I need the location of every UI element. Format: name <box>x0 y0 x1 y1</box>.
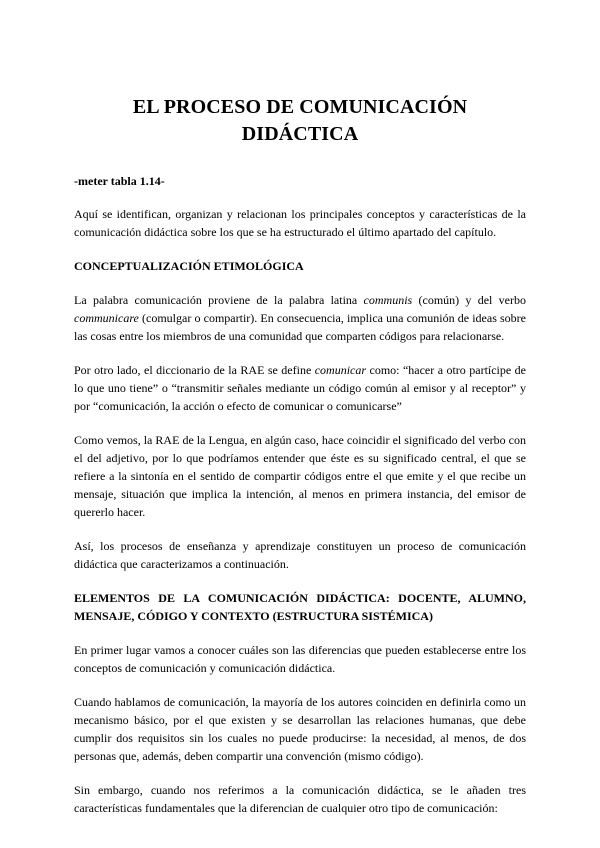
paragraph-teaching-process: Así, los procesos de enseñanza y aprendizaje constituyen un proceso de comunicación didáctica que caracterizamos a continuación. <box>74 539 526 571</box>
paragraph-text: (común) y del verbo <box>412 293 526 307</box>
paragraph-text: como: “hacer a otro partícipe de lo que uno tiene” o “transmitir señales mediante un código común al emisor y al receptor” y por “comunicación, la acción o efecto de comunicar o comunicarse” <box>74 363 526 413</box>
paragraph-text: Por otro lado, el diccionario de la RAE se define <box>74 363 315 377</box>
paragraph-differences: En primer lugar vamos a conocer cuáles son las diferencias que pueden establecerse entre los conceptos de comunicación y comunicación didáctica. <box>74 643 526 675</box>
paragraph-text: La palabra comunicación proviene de la palabra latina <box>74 293 364 307</box>
latin-term-communicare: communicare <box>74 311 139 325</box>
section-heading-elements: ELEMENTOS DE LA COMUNICACIÓN DIDÁCTICA: DOCENTE, ALUMNO, MENSAJE, CÓDIGO Y CONTEXTO (ESTRUCTURA SISTÉMICA) <box>74 591 526 623</box>
latin-term-communis: communis <box>363 293 413 307</box>
paragraph-rae-interpretation: Como vemos, la RAE de la Lengua, en algún caso, hace coincidir el significado del verbo con el del adjetivo, por lo que podríamos entender que éste es su significado central, el que se refiere a la sintonía en el sentido de compartir códigos entre el que emite y el que recibe un mensaje, situación que implica la intención, al menos en primera instancia, del emisor de quererlo hacer. <box>74 433 526 519</box>
paragraph-didactic-characteristics: Sin embargo, cuando nos referimos a la comunicación didáctica, se le añaden tres características fundamentales que la diferencian de cualquier otro tipo de comunicación: <box>74 783 526 815</box>
term-comunicar: comunicar <box>314 363 367 377</box>
paragraph-rae-definition <box>74 361 526 415</box>
paragraph-etymology <box>74 291 526 345</box>
document-title: EL PROCESO DE COMUNICACIÓN DIDÁCTICA <box>132 96 468 145</box>
editor-note: -meter tabla 1.14- <box>74 174 165 188</box>
section-heading-etymology: CONCEPTUALIZACIÓN ETIMOLÓGICA <box>74 259 304 273</box>
document-content <box>74 94 526 833</box>
paragraph-communication-definition: Cuando hablamos de comunicación, la mayoría de los autores coinciden en definirla como un mecanismo básico, por el que existen y se desarrollan las relaciones humanas, que debe cumplir dos requisitos sin los cuales no puede producirse: la necesidad, al menos, de dos personas que, además, deben compartir una convención (mismo código). <box>74 695 526 763</box>
paragraph-text: (comulgar o compartir). En consecuencia, implica una comunión de ideas sobre las cosas entre los miembros de una comunidad que comparten códigos para relacionarse. <box>74 311 526 343</box>
intro-paragraph: Aquí se identifican, organizan y relacionan los principales conceptos y características de la comunicación didáctica sobre los que se ha estructurado el último apartado del capítulo. <box>74 207 526 239</box>
